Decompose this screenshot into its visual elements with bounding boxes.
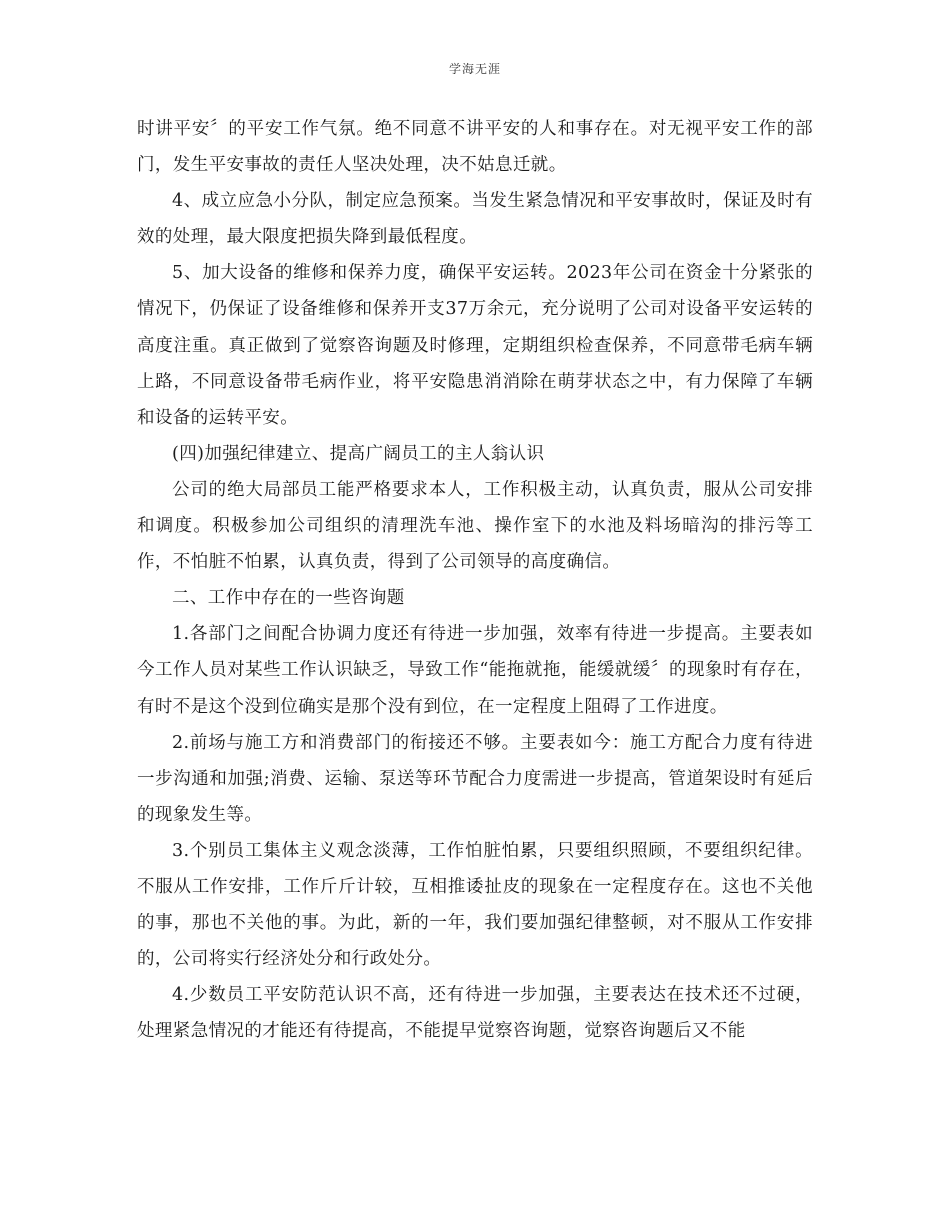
paragraph: 时讲平安〞的平安工作气氛。绝不同意不讲平安的人和事存在。对无视平安工作的部门，发生平安事故的责任人坚决处理，决不姑息迁就。 [137, 119, 813, 176]
paragraph: 2.前场与施工方和消费部门的衔接还不够。主要表如今：施工方配合力度有待进一步沟通和加强;消费、运输、泵送等环节配合力度需进一步提高，管道架设时有延后的现象发生等。 [137, 732, 813, 825]
paragraph: 公司的绝大局部员工能严格要求本人，工作积极主动，认真负责，服从公司安排和调度。积极参加公司组织的清理洗车池、操作室下的水池及料场暗沟的排污等工作，不怕脏不怕累，认真负责，得到了公司领导的高度确信。 [137, 479, 813, 573]
paragraph: 5、加大设备的维修和保养力度，确保平安运转。2023年公司在资金十分紧张的情况下，仍保证了设备维修和保养开支37万余元，充分说明了公司对设备平安运转的高度注重。真正做到了觉察咨询题及时修理，定期组织检查保养，不同意带毛病车辆上路，不同意设备带毛病作业，将平安隐患消消除在萌芽状态之中，有力保障了车辆和设备的运转平安。 [137, 263, 813, 428]
document-body [137, 111, 813, 1049]
paragraph: 3.个别员工集体主义观念淡薄，工作怕脏怕累，只要组织照顾，不要组织纪律。不服从工作安排，工作斤斤计较，互相推诿扯皮的现象在一定程度存在。这也不关他的事，那也不关他的事。为此，新的一年，我们要加强纪律整顿，对不服从工作安排的，公司将实行经济处分和行政处分。 [137, 840, 813, 970]
section-heading: (四)加强纪律建立、提高广阔员工的主人翁认识 [172, 443, 545, 464]
paragraph: 1.各部门之间配合协调力度还有待进一步加强，效率有待进一步提高。主要表如今工作人员对某些工作认识缺乏，导致工作“能拖就拖，能缓就缓〞的现象时有存在，有时不是这个没到位确实是那个没有到位，在一定程度上阻碍了工作进度。 [137, 624, 813, 717]
section-heading: 二、工作中存在的一些咨询题 [172, 588, 405, 609]
paragraph: 4、成立应急小分队，制定应急预案。当发生紧急情况和平安事故时，保证及时有效的处理，最大限度把损失降到最低程度。 [137, 191, 813, 248]
paragraph: 4.少数员工平安防范认识不高，还有待进一步加强，主要表达在技术还不过硬，处理紧急情况的才能还有待提高，不能提早觉察咨询题，觉察咨询题后又不能 [137, 985, 813, 1042]
page-header: 学海无涯 [448, 62, 501, 76]
